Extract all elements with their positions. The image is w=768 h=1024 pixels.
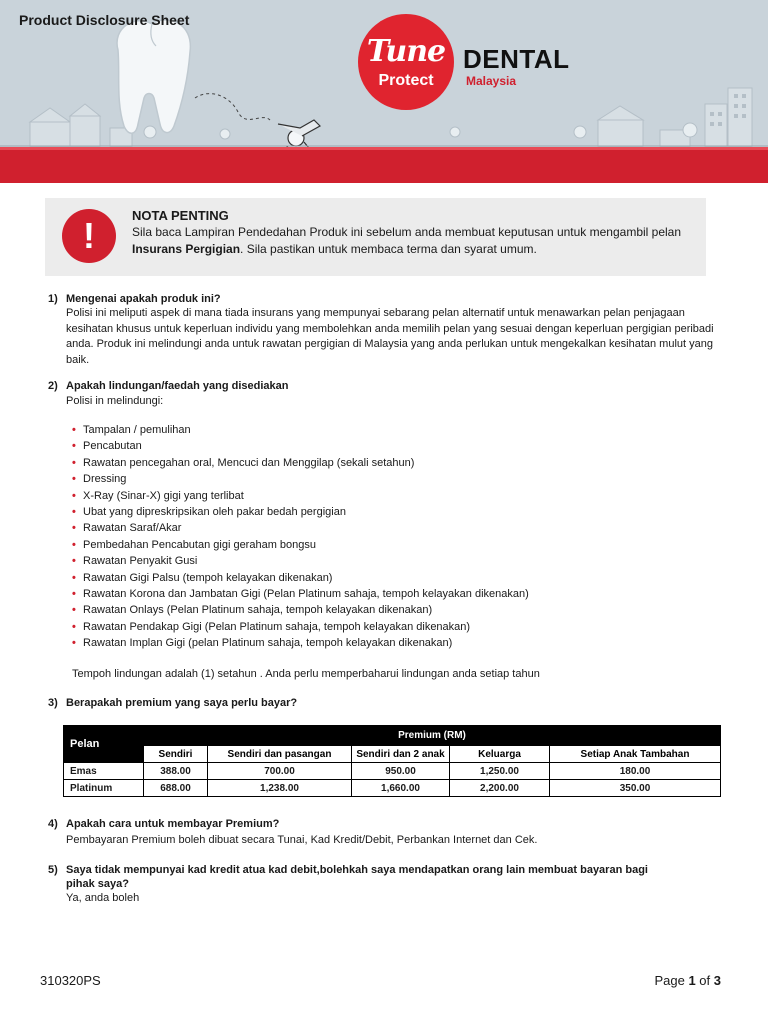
list-item: • Rawatan Gigi Palsu (tempoh kelayakan dikenakan) <box>72 570 529 586</box>
list-item: • Pencabutan <box>72 438 529 454</box>
list-item: • Tampalan / pemulihan <box>72 422 529 438</box>
list-item: • Pembedahan Pencabutan gigi geraham bongsu <box>72 537 529 553</box>
bullet-icon: • <box>72 587 76 600</box>
table-cell: 388.00 <box>144 763 208 780</box>
list-item: • Rawatan Pendakap Gigi (Pelan Platinum sahaja, tempoh kelayakan dikenakan) <box>72 619 529 635</box>
bullet-icon: • <box>72 505 76 518</box>
section-3-question-text: Berapakah premium yang saya perlu bayar? <box>66 697 298 709</box>
premium-table <box>63 725 721 797</box>
section-1-number: 1) <box>48 293 58 305</box>
note-text-part2: . Sila pastikan untuk membaca terma dan syarat umum. <box>240 242 537 256</box>
note-title: NOTA PENTING <box>132 208 229 223</box>
list-item: • X-Ray (Sinar-X) gigi yang terlibat <box>72 488 529 504</box>
table-header-premium: Premium (RM) <box>144 726 721 746</box>
list-item: • Rawatan Korona dan Jambatan Gigi (Pelan Platinum sahaja, tempoh kelayakan dikenakan) <box>72 586 529 602</box>
table-subheader: Sendiri <box>144 746 208 763</box>
section-2-question-text: Apakah lindungan/faedah yang disediakan <box>66 380 289 392</box>
list-item: • Rawatan pencegahan oral, Mencuci dan Menggilap (sekali setahun) <box>72 455 529 471</box>
exclamation-icon: ! <box>62 209 116 263</box>
list-item: • Rawatan Saraf/Akar <box>72 520 529 536</box>
table-header-pelan: Pelan <box>64 726 144 763</box>
list-item: • Rawatan Implan Gigi (pelan Platinum sahaja, tempoh kelayakan dikenakan) <box>72 635 529 651</box>
header-banner <box>0 0 768 183</box>
section-1-question-text: Mengenai apakah produk ini? <box>66 293 221 305</box>
section-5-number: 5) <box>48 864 58 876</box>
section-5-question <box>48 864 648 876</box>
important-note-box <box>45 198 706 276</box>
section-1-question <box>48 293 221 305</box>
section-3-number: 3) <box>48 697 58 709</box>
bullet-icon: • <box>72 456 76 469</box>
table-subheader: Sendiri dan 2 anak <box>352 746 450 763</box>
section-5-answer: Ya, anda boleh <box>66 892 140 904</box>
banner-red-band <box>0 147 768 183</box>
tooth-illustration <box>117 20 190 133</box>
section-4-number: 4) <box>48 818 58 830</box>
table-cell: 688.00 <box>144 780 208 797</box>
table-cell: 950.00 <box>352 763 450 780</box>
bullet-icon: • <box>72 440 76 453</box>
section-2-question <box>48 380 289 392</box>
table-cell: 1,250.00 <box>450 763 550 780</box>
note-text-bold: Insurans Pergigian <box>132 242 241 256</box>
bullet-icon: • <box>72 637 76 650</box>
coverage-list <box>72 422 529 651</box>
note-text <box>132 224 702 258</box>
bullet-icon: • <box>72 555 76 568</box>
document-code: 310320PS <box>40 973 101 988</box>
brand-dental: DENTAL <box>463 44 570 74</box>
bullet-icon: • <box>72 522 76 535</box>
section-2-number: 2) <box>48 380 58 392</box>
list-item: • Rawatan Onlays (Pelan Platinum sahaja, tempoh kelayakan dikenakan) <box>72 602 529 618</box>
table-cell: 350.00 <box>550 780 721 797</box>
list-item: • Ubat yang dipreskripsikan oleh pakar bedah pergigian <box>72 504 529 520</box>
table-cell: 700.00 <box>208 763 352 780</box>
section-4-question-text: Apakah cara untuk membayar Premium? <box>66 818 280 830</box>
coverage-period-note: Tempoh lindungan adalah (1) setahun . Anda perlu memperbaharui lindungan anda setiap tahun <box>72 668 540 680</box>
table-cell-plan: Emas <box>64 763 144 780</box>
page-number: Page 1 of 3 <box>654 973 721 988</box>
bullet-icon: • <box>72 538 76 551</box>
document-title: Product Disclosure Sheet <box>19 12 190 28</box>
table-row <box>64 780 721 797</box>
section-4-question <box>48 818 279 830</box>
table-cell: 2,200.00 <box>450 780 550 797</box>
table-cell: 180.00 <box>550 763 721 780</box>
section-5-question-text: Saya tidak mempunyai kad kredit atua kad debit,bolehkah saya mendapatkan orang lain membuat bayaran bagi <box>66 864 648 876</box>
table-cell: 1,660.00 <box>352 780 450 797</box>
section-5-question-line2: pihak saya? <box>66 878 129 890</box>
logo-tune-text: Tune <box>366 34 446 69</box>
section-4-answer: Pembayaran Premium boleh dibuat secara Tunai, Kad Kredit/Debit, Perbankan Internet dan Cek. <box>66 834 538 846</box>
bullet-icon: • <box>72 424 76 436</box>
list-item: • Dressing <box>72 471 529 487</box>
table-subheader: Setiap Anak Tambahan <box>550 746 721 763</box>
banner-red-line <box>0 147 768 150</box>
bullet-icon: • <box>72 489 76 502</box>
table-row <box>64 763 721 780</box>
section-1-answer: Polisi ini meliputi aspek di mana tiada insurans yang mempunyai sebarang pelan alternatif untuk menawarkan pelan penjagaan kesihatan khusus untuk keperluan individu yang membolehkan anda memilih pelan yang sesuai dengan keperluan pergigian peribadi anda. Produk ini melindungi anda untuk rawatan pergigian di Malaysia yang anda perlukan untuk mengekalkan kesihatan mulut yang baik. <box>66 307 714 366</box>
logo-protect-text: Protect <box>378 72 434 89</box>
bullet-icon: • <box>72 604 76 617</box>
table-cell: 1,238.00 <box>208 780 352 797</box>
table-cell-plan: Platinum <box>64 780 144 797</box>
table-subheader: Sendiri dan pasangan <box>208 746 352 763</box>
section-3-question <box>48 697 297 709</box>
bullet-icon: • <box>72 620 76 633</box>
bullet-icon: • <box>72 473 76 486</box>
bullet-icon: • <box>72 571 76 584</box>
tune-protect-logo <box>358 14 454 110</box>
brand-country: Malaysia <box>466 74 517 88</box>
list-item: • Rawatan Penyakit Gusi <box>72 553 529 569</box>
section-2-intro: Polisi in melindungi: <box>66 395 164 407</box>
note-text-part1: Sila baca Lampiran Pendedahan Produk ini sebelum anda membuat keputusan untuk mengambil pelan <box>132 225 682 239</box>
table-subheader: Keluarga <box>450 746 550 763</box>
